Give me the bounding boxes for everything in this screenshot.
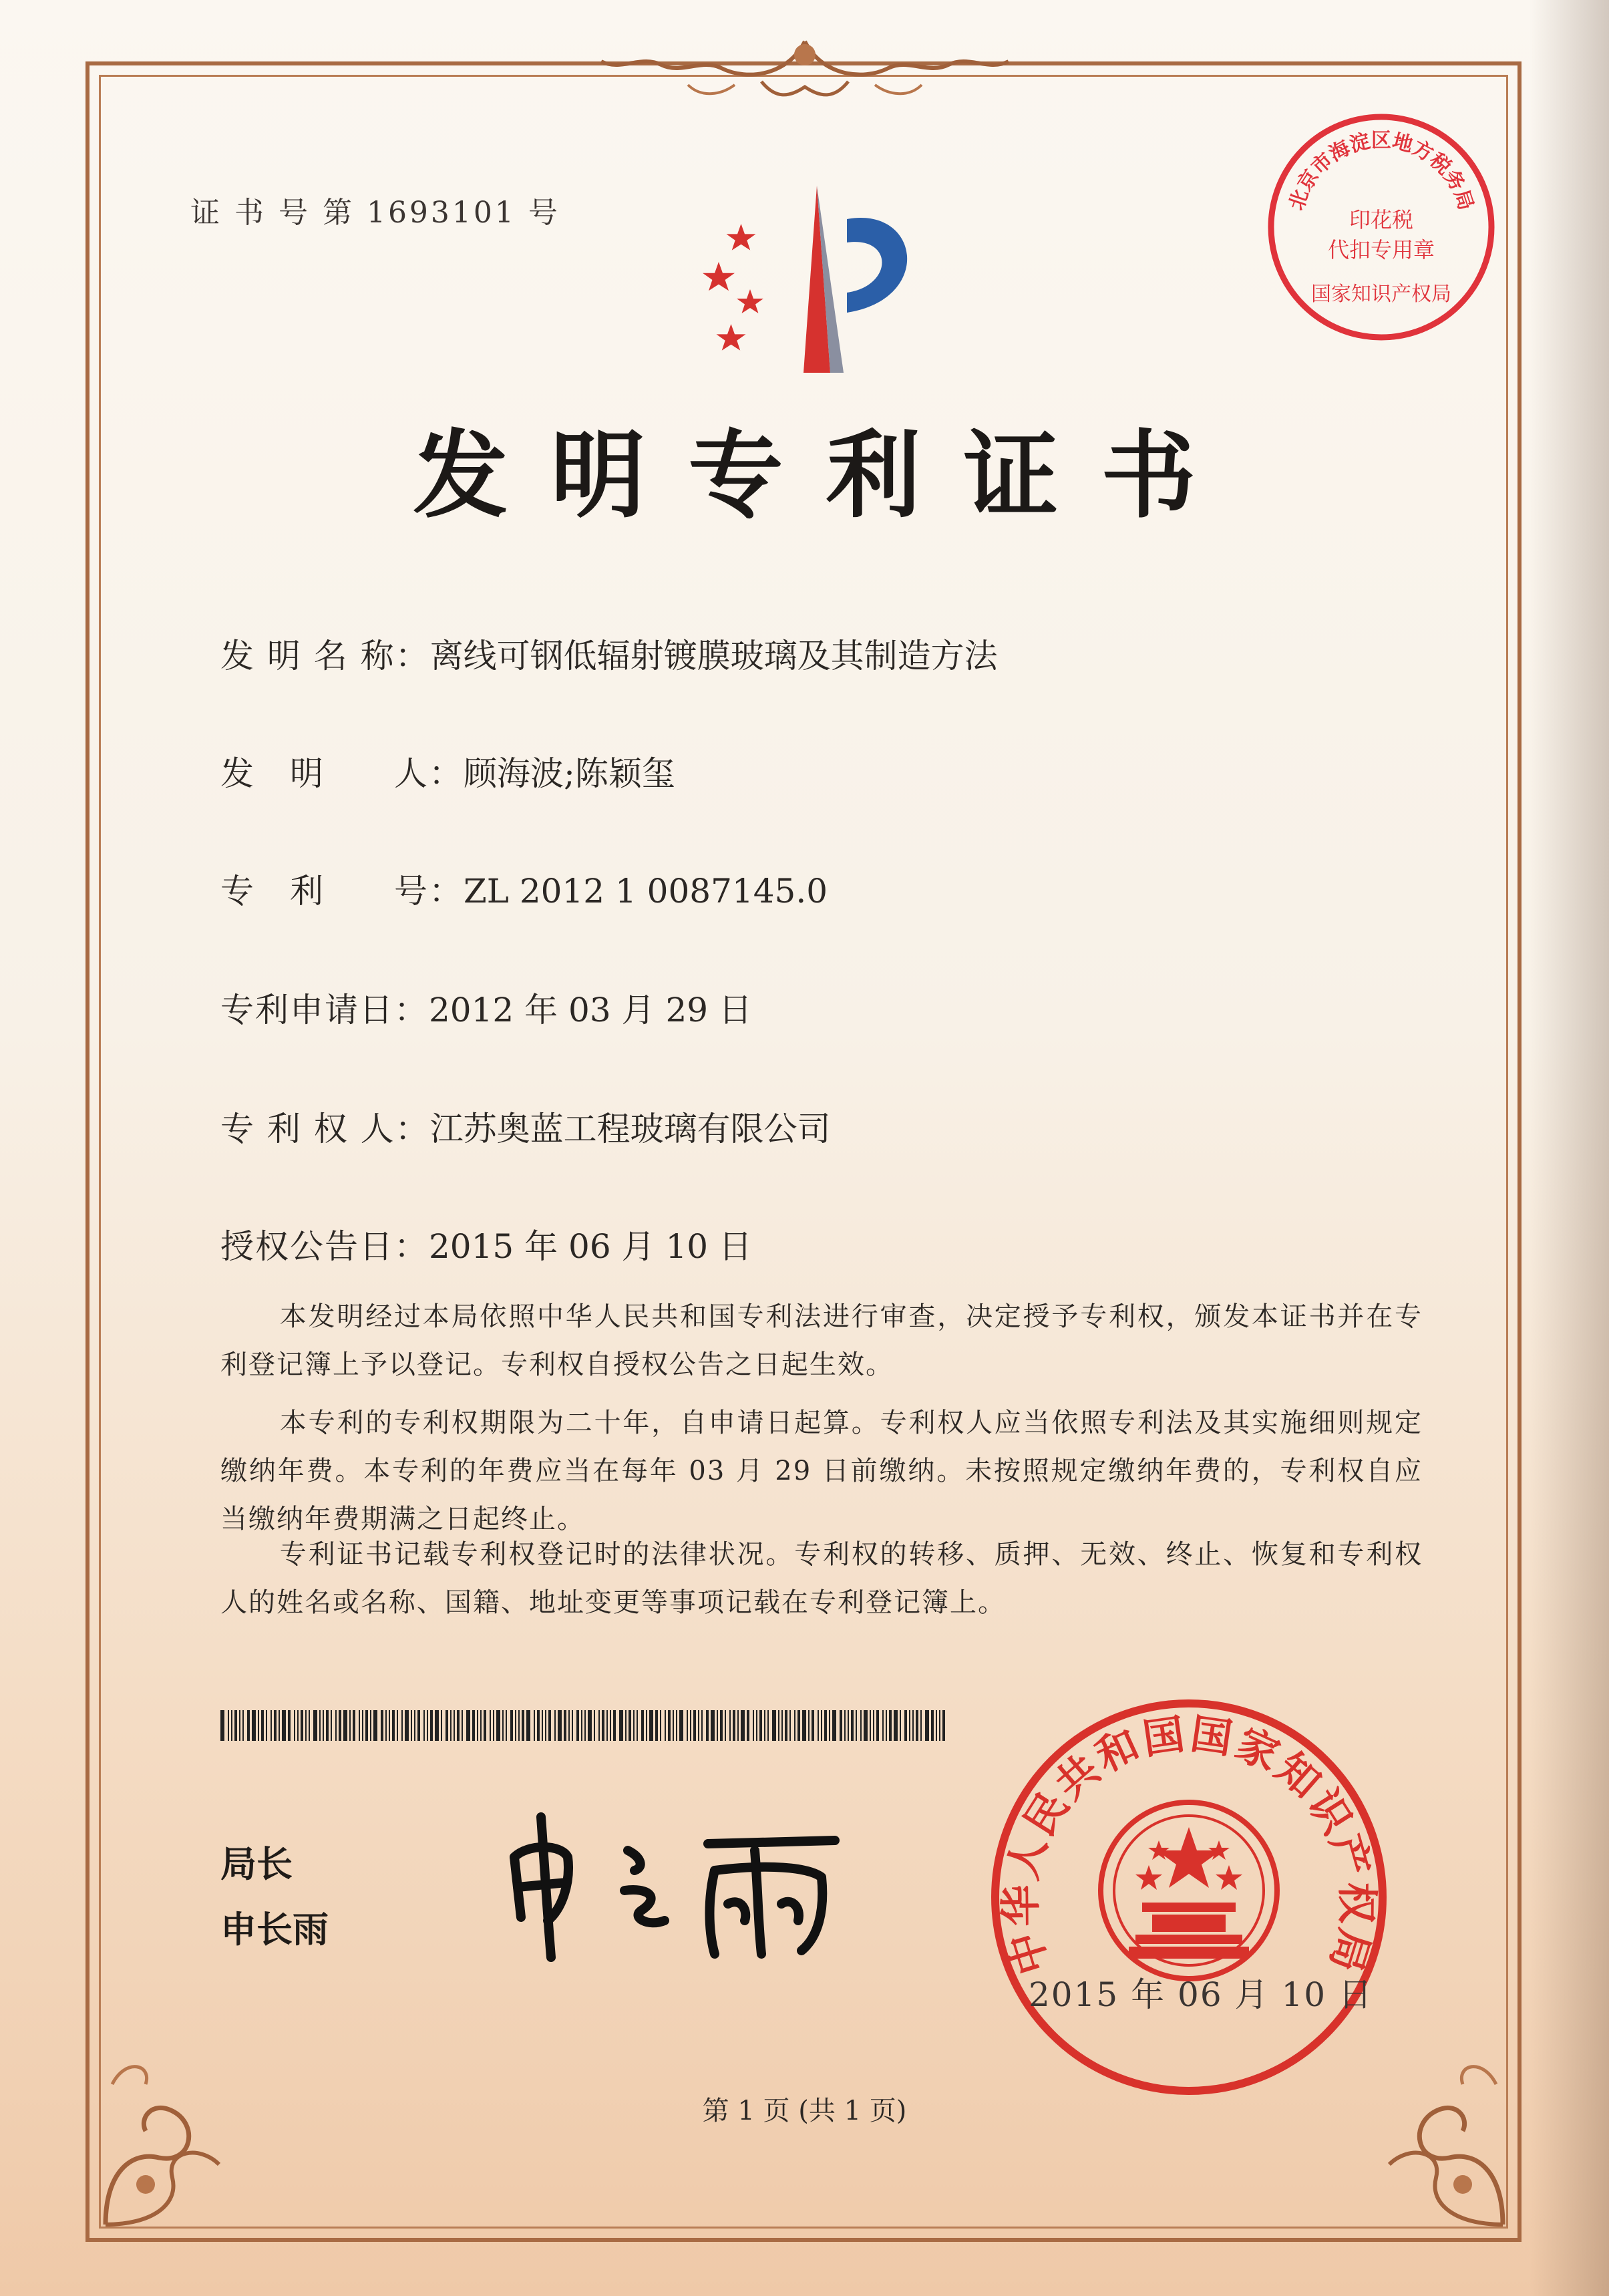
- barcode-bar: [576, 1710, 579, 1741]
- director-signature: [488, 1804, 862, 1964]
- barcode-bar: [220, 1710, 224, 1741]
- barcode-bar: [794, 1710, 795, 1741]
- barcode-bar: [900, 1710, 901, 1741]
- barcode-bar: [673, 1710, 674, 1741]
- barcode-bar: [441, 1710, 442, 1741]
- barcode-bar: [851, 1710, 854, 1741]
- barcode-bar: [323, 1710, 324, 1741]
- barcode-bar: [588, 1710, 592, 1741]
- barcode-bar: [496, 1710, 500, 1741]
- barcode-bar: [633, 1710, 635, 1741]
- paragraph-text: 本专利的专利权期限为二十年，自申请日起算。专利权人应当依照专利法及其实施细则规定缴纳年费。本专利的年费应当在每年 03 月 29 日前缴纳。未按照规定缴纳年费的，专利权自应当缴纳年费期满之日起终止。: [220, 1408, 1423, 1534]
- barcode-bar: [297, 1710, 299, 1741]
- barcode-bar: [882, 1710, 884, 1741]
- barcode-bar: [231, 1710, 232, 1741]
- field-label: 授权公告日：: [220, 1227, 429, 1266]
- barcode-bar: [764, 1710, 765, 1741]
- paragraph-text: 专利证书记载专利权登记时的法律状况。专利权的转移、质押、无效、终止、恢复和专利权人的姓名或名称、国籍、地址变更等事项记载在专利登记簿上。: [220, 1539, 1423, 1618]
- barcode-bar: [894, 1710, 898, 1741]
- barcode-bar: [864, 1710, 868, 1741]
- barcode-bar: [610, 1710, 611, 1741]
- barcode-bar: [417, 1710, 420, 1741]
- barcode-bar: [785, 1710, 787, 1741]
- field-patent-number: [220, 864, 828, 913]
- barcode-bar: [457, 1710, 460, 1741]
- barcode-bar: [802, 1710, 806, 1741]
- barcode-bar: [594, 1710, 595, 1741]
- field-label: 发 明 名 称：: [220, 637, 430, 675]
- barcode-bar: [558, 1710, 562, 1741]
- barcode-bar: [733, 1710, 735, 1741]
- barcode-bar: [808, 1710, 810, 1741]
- barcode-bar: [725, 1710, 726, 1741]
- barcode-bar: [931, 1710, 934, 1741]
- field-value: 离线可钢低辐射镀膜玻璃及其制造方法: [429, 637, 998, 675]
- tax-stamp: [1261, 107, 1501, 347]
- barcode-bar: [445, 1710, 448, 1741]
- barcode-bar: [584, 1710, 586, 1741]
- barcode-bar: [665, 1710, 666, 1741]
- barcode-bar: [370, 1710, 371, 1741]
- director-name: 申长雨: [220, 1909, 329, 1951]
- barcode-bar: [247, 1710, 250, 1741]
- barcode-bar: [472, 1710, 475, 1741]
- barcode-bar: [873, 1710, 874, 1741]
- barcode-bar: [331, 1710, 332, 1741]
- barcode-bar: [542, 1710, 543, 1741]
- field-label: 发 明 人：: [220, 754, 464, 793]
- barcode-bar: [606, 1710, 608, 1741]
- paragraph-legal-status: [220, 1530, 1423, 1627]
- field-label: 专 利 权 人：: [220, 1110, 430, 1148]
- barcode-bar: [510, 1710, 513, 1741]
- barcode-bar: [309, 1710, 310, 1741]
- barcode-bar: [840, 1710, 842, 1741]
- barcode-bar: [239, 1710, 240, 1741]
- barcode-bar: [741, 1710, 745, 1741]
- field-value: ZL 2012 1 0087145.0: [464, 872, 828, 911]
- barcode-bar: [506, 1710, 507, 1741]
- barcode-bar: [294, 1710, 295, 1741]
- tax-stamp-line3: 国家知识产权局: [1311, 283, 1451, 306]
- barcode-bar: [939, 1710, 940, 1741]
- barcode-bar: [522, 1710, 524, 1741]
- paragraph-grant-notice: [220, 1293, 1423, 1389]
- barcode-bar: [450, 1710, 452, 1741]
- field-patentee: [220, 1102, 831, 1150]
- director-title: 局长: [220, 1843, 293, 1885]
- barcode-bar: [480, 1710, 482, 1741]
- barcode-bar: [789, 1710, 791, 1741]
- barcode-bar: [772, 1710, 776, 1741]
- barcode-bar: [335, 1710, 337, 1741]
- barcode-bar: [720, 1710, 723, 1741]
- sipo-logo: [693, 179, 974, 379]
- barcode-bar: [753, 1710, 754, 1741]
- barcode-bar: [397, 1710, 398, 1741]
- field-value: 2015 年 06 月 10 日: [429, 1227, 752, 1266]
- barcode-bar: [326, 1710, 329, 1741]
- barcode-bar: [690, 1710, 691, 1741]
- barcode-bar: [912, 1710, 914, 1741]
- barcode-bar: [936, 1710, 937, 1741]
- field-label: 专 利 号：: [220, 872, 464, 911]
- barcode-bar: [353, 1710, 355, 1741]
- barcode-bar: [759, 1710, 762, 1741]
- barcode-bar: [490, 1710, 491, 1741]
- barcode-bar: [301, 1710, 303, 1741]
- barcode-bar: [832, 1710, 836, 1741]
- barcode-bar: [462, 1710, 463, 1741]
- top-ornament: [588, 35, 1022, 108]
- tax-stamp-line1: 印花税: [1349, 207, 1414, 232]
- barcode-bar: [613, 1710, 616, 1741]
- barcode-bar: [385, 1710, 387, 1741]
- field-application-date: [220, 983, 752, 1031]
- seal-ring-text: 中华人民共和国国家知识产权局: [996, 1709, 1382, 1981]
- barcode-bar: [564, 1710, 566, 1741]
- barcode-bar: [427, 1710, 428, 1741]
- barcode-bar: [717, 1710, 718, 1741]
- certificate-number: 证 书 号 第 1693101 号: [190, 196, 560, 230]
- barcode-bar: [701, 1710, 703, 1741]
- barcode-bar: [767, 1710, 769, 1741]
- barcode-bar: [824, 1710, 827, 1741]
- barcode-bar: [818, 1710, 819, 1741]
- barcode-bar: [646, 1710, 647, 1741]
- barcode-bar: [518, 1710, 520, 1741]
- barcode-bar: [747, 1710, 749, 1741]
- barcode-bar: [493, 1710, 494, 1741]
- barcode-bar: [339, 1710, 341, 1741]
- barcode-bar: [581, 1710, 582, 1741]
- barcode-bar: [266, 1710, 267, 1741]
- barcode-bar: [430, 1710, 433, 1741]
- barcode-bar: [942, 1710, 945, 1741]
- barcode-bar: [389, 1710, 390, 1741]
- barcode-bar: [381, 1710, 383, 1741]
- barcode-bar: [876, 1710, 879, 1741]
- barcode-bar: [916, 1710, 918, 1741]
- barcode-bar: [392, 1710, 395, 1741]
- barcode-bar: [349, 1710, 351, 1741]
- barcode-bar: [676, 1710, 677, 1741]
- barcode-bar: [534, 1710, 535, 1741]
- tax-stamp-ring-text: 北京市海淀区地方税务局: [1284, 129, 1478, 214]
- barcode-bar: [602, 1710, 604, 1741]
- barcode-bar: [693, 1710, 696, 1741]
- barcode-bar: [925, 1710, 929, 1741]
- barcode-bar: [856, 1710, 857, 1741]
- barcode-bar: [373, 1710, 377, 1741]
- barcode-bar: [668, 1710, 671, 1741]
- barcode-bar: [305, 1710, 307, 1741]
- barcode-bar: [778, 1710, 779, 1741]
- barcode-bar: [909, 1710, 910, 1741]
- field-invention-name: [220, 629, 998, 677]
- page-number: 第 1 页 (共 1 页): [702, 2096, 907, 2126]
- barcode-bar: [625, 1710, 627, 1741]
- official-seal: [982, 1690, 1396, 2104]
- barcode-bar: [641, 1710, 644, 1741]
- barcode-bar: [711, 1710, 715, 1741]
- page-edge-shadow: [1530, 0, 1609, 2296]
- barcode-bar: [288, 1710, 291, 1741]
- barcode-bar: [477, 1710, 478, 1741]
- field-value: 顾海波;陈颖玺: [464, 754, 675, 793]
- barcode-bar: [279, 1710, 280, 1741]
- barcode-bar: [515, 1710, 516, 1741]
- barcode-bar: [423, 1710, 425, 1741]
- barcode-bar: [526, 1710, 530, 1741]
- barcode-bar: [548, 1710, 551, 1741]
- barcode-bar: [848, 1710, 849, 1741]
- barcode-bar: [466, 1710, 470, 1741]
- national-emblem-icon: [1101, 1802, 1277, 1979]
- barcode-bar: [756, 1710, 757, 1741]
- paragraph-text: 本发明经过本局依照中华人民共和国专利法进行审查，决定授予专利权，颁发本证书并在专利登记簿上予以登记。专利权自授权公告之日起生效。: [220, 1301, 1423, 1380]
- barcode-bar: [554, 1710, 556, 1741]
- paragraph-term-notice: [220, 1399, 1423, 1543]
- barcode-bar: [414, 1710, 415, 1741]
- barcode-bar: [889, 1710, 892, 1741]
- barcode-bar: [649, 1710, 653, 1741]
- barcode-bar: [362, 1710, 363, 1741]
- field-inventors: [220, 747, 675, 795]
- field-grant-date: [220, 1220, 752, 1268]
- barcode-bar: [844, 1710, 846, 1741]
- barcode-bar: [228, 1710, 229, 1741]
- barcode-bar: [261, 1710, 264, 1741]
- barcode-bar: [920, 1710, 922, 1741]
- barcode-bar: [252, 1710, 256, 1741]
- barcode-bar: [687, 1710, 688, 1741]
- barcode-bar: [829, 1710, 830, 1741]
- barcode-bar: [637, 1710, 638, 1741]
- barcode-bar: [484, 1710, 486, 1741]
- barcode-bar: [619, 1710, 623, 1741]
- barcode-bar: [629, 1710, 631, 1741]
- barcode-bar: [242, 1710, 244, 1741]
- barcode-bar: [568, 1710, 570, 1741]
- barcode-bar: [545, 1710, 546, 1741]
- certificate-title: 发明专利证书: [413, 421, 1239, 531]
- barcode-bar: [343, 1710, 347, 1741]
- barcode-bar: [679, 1710, 683, 1741]
- tax-stamp-line2: 代扣专用章: [1327, 237, 1435, 263]
- barcode-bar: [870, 1710, 871, 1741]
- barcode-bar: [729, 1710, 731, 1741]
- barcode: [220, 1710, 948, 1741]
- barcode-bar: [502, 1710, 504, 1741]
- seal-date: 2015 年 06 月 10 日: [1029, 1975, 1373, 2014]
- field-value: 2012 年 03 月 29 日: [429, 991, 752, 1029]
- barcode-bar: [282, 1710, 286, 1741]
- barcode-bar: [860, 1710, 862, 1741]
- barcode-bar: [401, 1710, 403, 1741]
- barcode-bar: [274, 1710, 277, 1741]
- barcode-bar: [313, 1710, 317, 1741]
- barcode-bar: [537, 1710, 540, 1741]
- barcode-bar: [737, 1710, 739, 1741]
- barcode-bar: [258, 1710, 259, 1741]
- barcode-bar: [359, 1710, 360, 1741]
- barcode-bar: [706, 1710, 709, 1741]
- barcode-bar: [655, 1710, 658, 1741]
- barcode-bar: [572, 1710, 573, 1741]
- field-value: 江苏奥蓝工程玻璃有限公司: [429, 1110, 831, 1148]
- barcode-bar: [319, 1710, 321, 1741]
- barcode-bar: [886, 1710, 887, 1741]
- barcode-bar: [904, 1710, 907, 1741]
- field-label: 专利申请日：: [220, 991, 429, 1029]
- barcode-bar: [821, 1710, 822, 1741]
- barcode-bar: [660, 1710, 661, 1741]
- barcode-bar: [271, 1710, 272, 1741]
- barcode-bar: [234, 1710, 237, 1741]
- barcode-bar: [435, 1710, 439, 1741]
- barcode-bar: [781, 1710, 783, 1741]
- barcode-bar: [598, 1710, 600, 1741]
- barcode-bar: [812, 1710, 814, 1741]
- barcode-bar: [405, 1710, 409, 1741]
- barcode-bar: [454, 1710, 455, 1741]
- barcode-bar: [797, 1710, 800, 1741]
- barcode-bar: [698, 1710, 699, 1741]
- barcode-bar: [365, 1710, 368, 1741]
- barcode-bar: [411, 1710, 412, 1741]
